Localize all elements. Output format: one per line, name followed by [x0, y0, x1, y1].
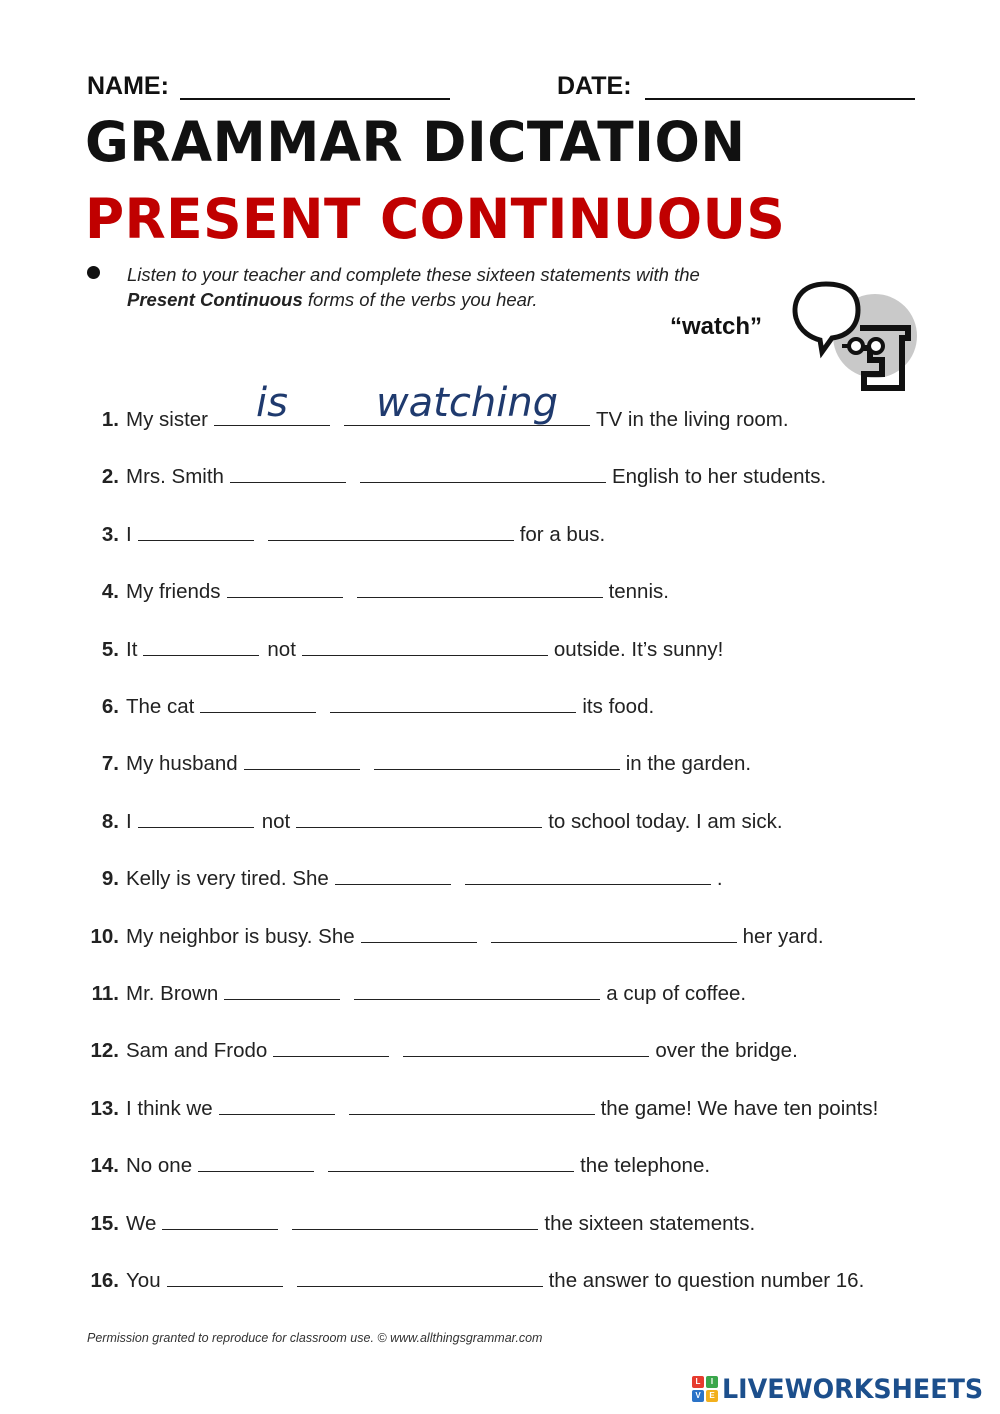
- item-text-before: Kelly is very tired. She: [126, 867, 329, 891]
- aux-verb-blank[interactable]: [227, 577, 343, 598]
- item-text-before: My husband: [126, 752, 238, 776]
- speaking-head-icon: [790, 278, 920, 398]
- main-verb-blank[interactable]: [374, 749, 620, 770]
- item-text-after: its food.: [582, 695, 655, 718]
- item-text-middle: not: [267, 637, 296, 661]
- statement-item: [85, 922, 824, 952]
- item-number: 11.: [91, 982, 119, 1005]
- item-text-before: It: [126, 637, 138, 661]
- item-text-after: the telephone.: [580, 1154, 711, 1178]
- aux-verb-blank[interactable]: [138, 807, 254, 828]
- aux-verb-blank[interactable]: [361, 922, 477, 943]
- statement-item: [85, 1209, 755, 1239]
- aux-verb-blank[interactable]: [273, 1036, 389, 1057]
- statement-item: [85, 1266, 864, 1296]
- item-text-after: English to her students.: [611, 465, 827, 489]
- instructions: [87, 262, 787, 312]
- aux-verb-blank[interactable]: [143, 635, 259, 656]
- item-text-after: tennis.: [608, 580, 669, 604]
- item-number: 13.: [90, 1096, 119, 1120]
- aux-verb-blank[interactable]: [200, 692, 316, 713]
- item-text-after: her yard.: [742, 924, 824, 948]
- aux-verb-blank[interactable]: [198, 1151, 314, 1172]
- item-number: 10.: [90, 924, 119, 948]
- item-text-middle: not: [261, 809, 291, 833]
- item-text-after: for a bus.: [519, 522, 606, 546]
- item-text-after: to school today. I am sick.: [548, 809, 783, 833]
- aux-verb-blank[interactable]: [244, 749, 360, 770]
- aux-verb-blank[interactable]: [138, 520, 254, 541]
- item-number: 1.: [101, 408, 119, 431]
- item-text-before: Mr. Brown: [126, 982, 219, 1005]
- item-text-before: I: [126, 522, 132, 546]
- statement-item: [85, 1094, 878, 1124]
- aux-verb-blank[interactable]: [219, 1094, 335, 1115]
- item-number: 15.: [90, 1211, 119, 1235]
- item-number: 4.: [101, 580, 119, 604]
- aux-verb-blank[interactable]: [224, 979, 340, 1000]
- handwritten-answer-verb: watching: [375, 380, 559, 426]
- main-verb-blank[interactable]: [491, 922, 737, 943]
- item-text-before: Sam and Frodo: [126, 1039, 268, 1063]
- brand-name: LIVEWORKSHEETS: [722, 1373, 984, 1405]
- footer-permission: Permission granted to reproduce for classroom use. © www.allthingsgrammar.com: [87, 1331, 543, 1345]
- aux-verb-blank[interactable]: [335, 864, 451, 885]
- item-text-before: I: [126, 809, 132, 833]
- item-text-after: the sixteen statements.: [544, 1211, 756, 1235]
- statement-item: [85, 807, 783, 837]
- main-verb-blank[interactable]: [360, 462, 606, 483]
- item-text-after: a cup of coffee.: [606, 982, 747, 1005]
- main-verb-blank[interactable]: [302, 635, 548, 656]
- item-number: 14.: [90, 1154, 119, 1178]
- brand: [692, 1372, 1000, 1406]
- name-field[interactable]: [180, 98, 450, 100]
- statement-item: [85, 520, 605, 550]
- item-text-after: outside. It’s sunny!: [553, 637, 724, 661]
- liveworksheets-logo-icon: L I V E: [692, 1376, 718, 1402]
- main-verb-blank[interactable]: [403, 1036, 649, 1057]
- item-text-before: You: [126, 1269, 161, 1292]
- item-text-after: the game! We have ten points!: [600, 1096, 879, 1120]
- item-number: 6.: [101, 695, 119, 718]
- item-text-before: My sister: [126, 408, 208, 431]
- statement-item: [85, 749, 751, 779]
- item-number: 9.: [101, 867, 119, 891]
- statement-item: [85, 692, 654, 722]
- item-text-after: in the garden.: [625, 752, 752, 776]
- name-label: NAME:: [87, 72, 169, 100]
- page-subtitle: PRESENT CONTINUOUS: [85, 187, 786, 251]
- item-text-before: We: [126, 1211, 157, 1235]
- item-number: 5.: [101, 637, 119, 661]
- item-text-before: No one: [126, 1154, 193, 1178]
- example-verb: “watch”: [670, 313, 763, 340]
- date-field[interactable]: [645, 98, 915, 100]
- main-verb-blank[interactable]: [296, 807, 542, 828]
- page-title: GRAMMAR DICTATION: [85, 110, 746, 174]
- handwritten-answer-aux: is: [256, 380, 288, 426]
- statement-item: [85, 577, 669, 607]
- item-number: 8.: [101, 809, 119, 833]
- aux-verb-blank[interactable]: [230, 462, 346, 483]
- main-verb-blank[interactable]: [357, 577, 603, 598]
- main-verb-blank[interactable]: [465, 864, 711, 885]
- statement-item: [85, 635, 723, 665]
- main-verb-blank[interactable]: [354, 979, 600, 1000]
- main-verb-blank[interactable]: [268, 520, 514, 541]
- item-text-after: .: [716, 867, 723, 891]
- date-label: DATE:: [557, 72, 632, 100]
- statement-item: [85, 1036, 798, 1066]
- item-number: 16.: [90, 1269, 119, 1292]
- item-text-before: My neighbor is busy. She: [126, 924, 355, 948]
- item-text-before: My friends: [126, 580, 221, 604]
- main-verb-blank[interactable]: [344, 380, 590, 426]
- aux-verb-blank[interactable]: [162, 1209, 278, 1230]
- item-number: 7.: [101, 752, 119, 776]
- main-verb-blank[interactable]: [292, 1209, 538, 1230]
- statement-item: [85, 462, 826, 492]
- main-verb-blank[interactable]: [328, 1151, 574, 1172]
- aux-verb-blank[interactable]: [214, 380, 330, 426]
- item-text-after: over the bridge.: [655, 1039, 798, 1063]
- statement-item: [85, 380, 789, 435]
- item-text-before: The cat: [126, 695, 195, 718]
- item-text-before: Mrs. Smith: [126, 465, 224, 489]
- item-number: 3.: [101, 522, 119, 546]
- statement-item: [85, 979, 746, 1009]
- statement-item: [85, 1151, 710, 1181]
- main-verb-blank[interactable]: [297, 1266, 543, 1287]
- aux-verb-blank[interactable]: [167, 1266, 283, 1287]
- statement-item: [85, 864, 723, 894]
- header: [87, 72, 917, 104]
- main-verb-blank[interactable]: [330, 692, 576, 713]
- item-text-after: TV in the living room.: [596, 408, 789, 431]
- item-text-before: I think we: [126, 1096, 213, 1120]
- item-number: 2.: [101, 465, 119, 489]
- main-verb-blank[interactable]: [349, 1094, 595, 1115]
- item-number: 12.: [90, 1039, 119, 1063]
- bullet-icon: [87, 266, 100, 279]
- item-text-after: the answer to question number 16.: [548, 1269, 865, 1292]
- instructions-text: Listen to your teacher and complete these sixteen statements with the Present Continuous forms of the verbs you hear.: [127, 264, 700, 310]
